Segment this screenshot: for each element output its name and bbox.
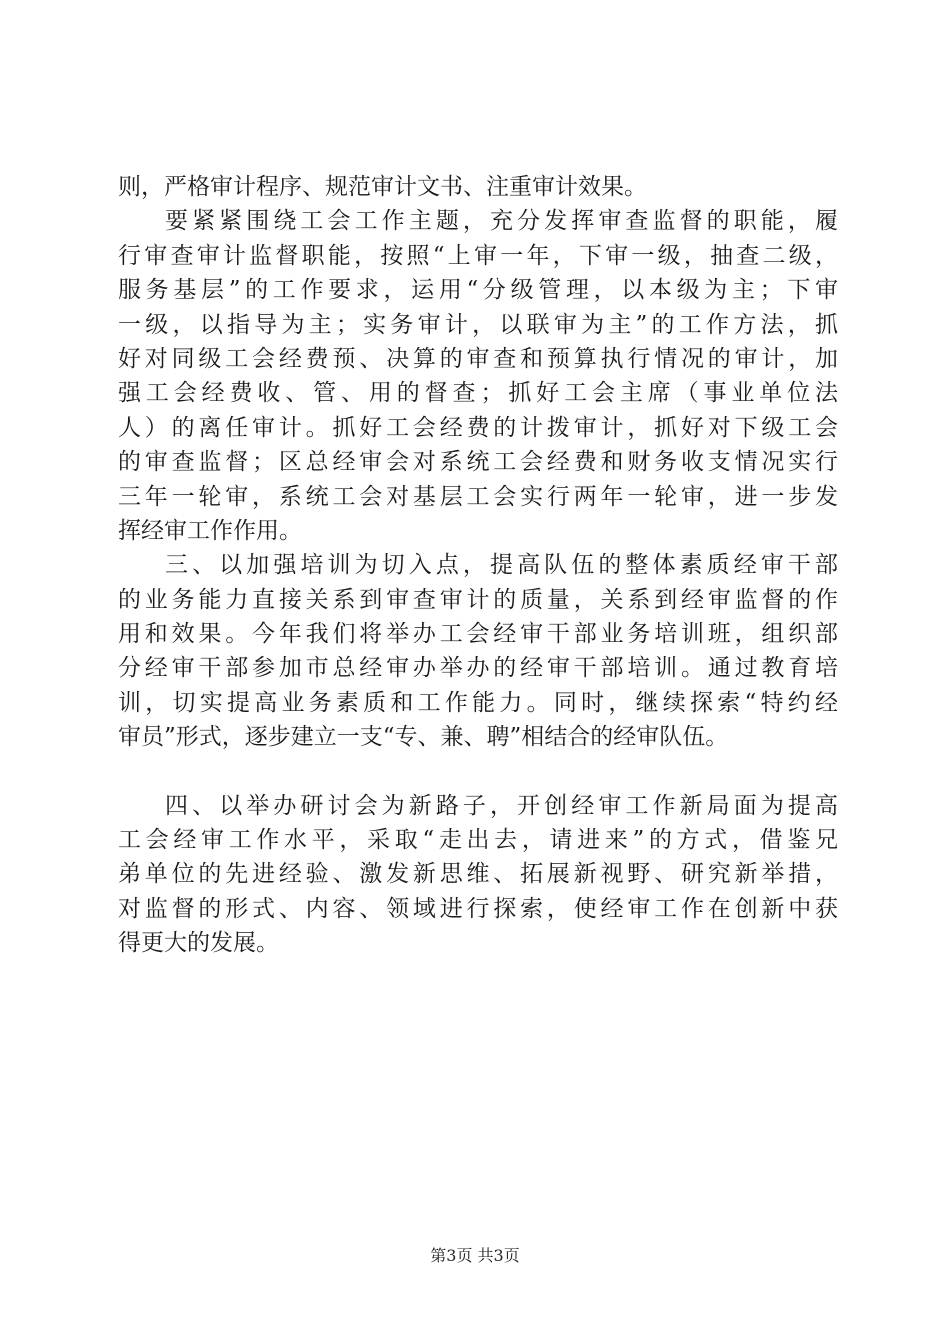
text-line: 人）的离任审计。抓好工会经费的计拨审计，抓好对下级工会: [118, 414, 838, 441]
text-line: 训，切实提高业务素质和工作能力。同时，继续探索“特约经: [118, 689, 838, 716]
text-line: 的审查监督；区总经审会对系统工会经费和财务收支情况实行: [118, 449, 838, 476]
text-line: 工会经审工作水平，采取“走出去，请进来”的方式，借鉴兄: [118, 827, 838, 854]
page-number-footer: 第3页 共3页: [430, 1246, 520, 1265]
paragraph-4: [118, 789, 838, 961]
text-line: 好对同级工会经费预、决算的审查和预算执行情况的审计，加: [118, 345, 838, 372]
text-line: 三、以加强培训为切入点，提高队伍的整体素质经审干部: [165, 552, 838, 579]
text-line: 四、以举办研讨会为新路子，开创经审工作新局面为提高: [165, 792, 838, 819]
text-line: 三年一轮审，系统工会对基层工会实行两年一轮审，进一步发: [118, 483, 838, 510]
paragraph-spacer: [118, 755, 838, 789]
paragraph-2: [118, 204, 838, 548]
text-line: 强工会经费收、管、用的督查；抓好工会主席（事业单位法: [118, 380, 838, 407]
text-line: 挥经审工作作用。: [118, 517, 302, 544]
paragraph-1: [118, 170, 838, 204]
document-body: [118, 170, 838, 961]
text-line: 弟单位的先进经验、激发新思维、拓展新视野、研究新举措，: [118, 861, 838, 888]
text-line: 分经审干部参加市总经审办举办的经审干部培训。通过教育培: [118, 655, 838, 682]
text-line: 则，严格审计程序、规范审计文书、注重审计效果。: [118, 174, 647, 200]
text-line: 的业务能力直接关系到审查审计的质量，关系到经审监督的作: [118, 586, 838, 613]
text-line: 行审查审计监督职能，按照“上审一年，下审一级，抽查二级，: [118, 242, 838, 269]
text-line: 得更大的发展。: [118, 930, 279, 957]
paragraph-3: [118, 548, 838, 754]
text-line: 对监督的形式、内容、领域进行探索，使经审工作在创新中获: [118, 895, 838, 922]
text-line: 用和效果。今年我们将举办工会经审干部业务培训班，组织部: [118, 621, 838, 648]
text-line: 一级，以指导为主；实务审计，以联审为主”的工作方法，抓: [118, 311, 838, 338]
text-line: 服务基层”的工作要求，运用“分级管理，以本级为主；下审: [118, 277, 838, 304]
text-line: 要紧紧围绕工会工作主题，充分发挥审查监督的职能，履: [165, 208, 838, 235]
text-line: 审员”形式，逐步建立一支“专、兼、聘”相结合的经审队伍。: [118, 724, 729, 751]
